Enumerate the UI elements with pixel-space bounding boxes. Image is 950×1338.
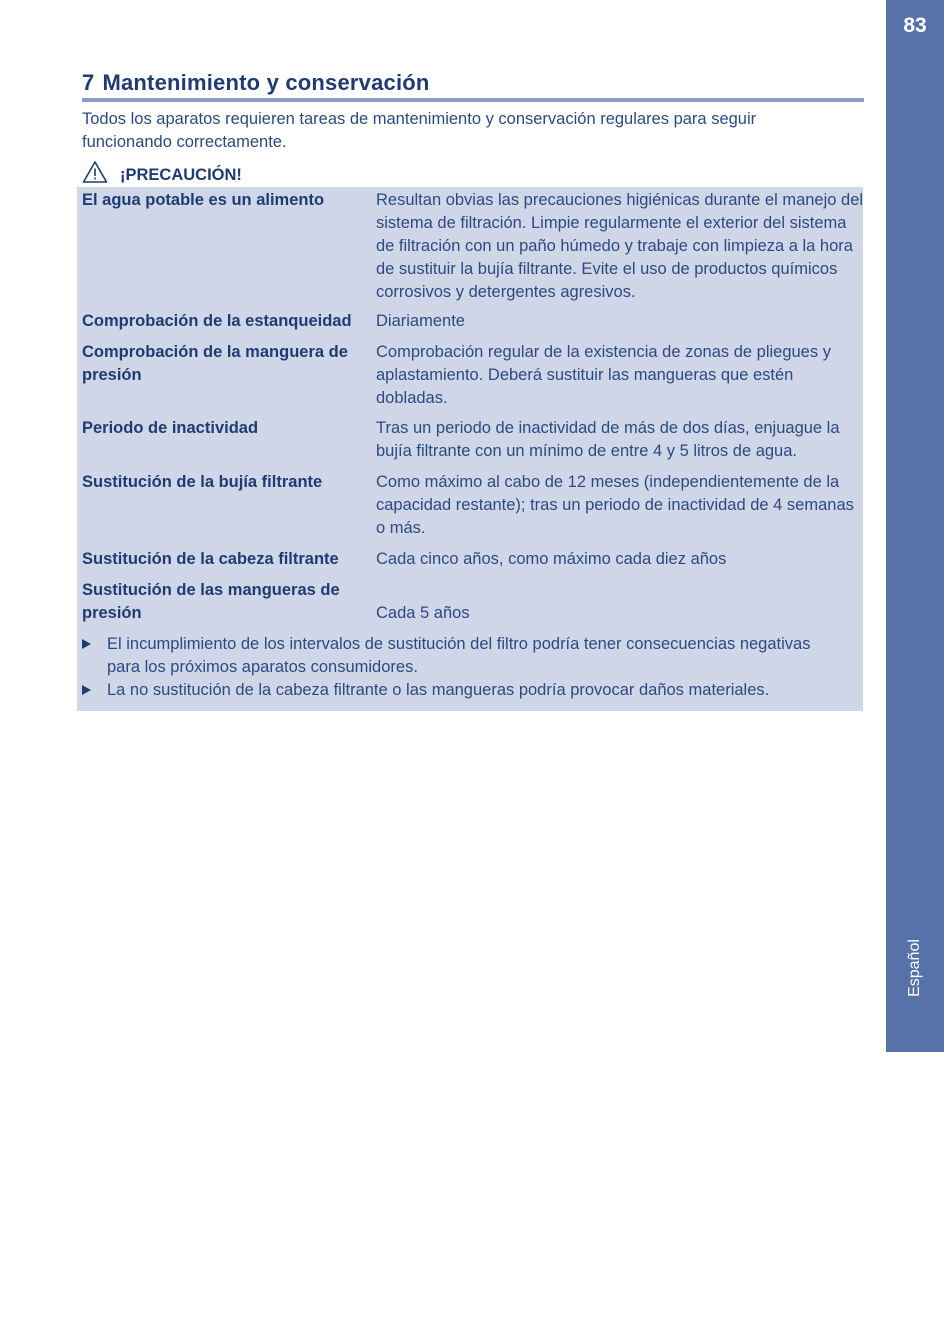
row-term: Comprobación de la manguera de presión <box>82 343 348 384</box>
row-description: Comprobación regular de la existencia de zonas de pliegues y aplastamiento. Deberá sustituir las mangueras que estén dobladas. <box>376 343 831 407</box>
row-description: Como máximo al cabo de 12 meses (independientemente de la capacidad restante); tras un periodo de inactividad de 4 semanas o más. <box>376 473 854 537</box>
section-title: Mantenimiento y conservación <box>102 70 430 95</box>
bullet-arrow-icon <box>82 639 91 649</box>
language-label: Español <box>906 939 923 997</box>
bullet-text: La no sustitución de la cabeza filtrante o las mangueras podría provocar daños materiales. <box>107 681 770 699</box>
heading-rule <box>82 98 864 102</box>
page-number: 83 <box>903 14 927 37</box>
bullet-text: El incumplimiento de los intervalos de sustitución del filtro podría tener consecuencias negativas para los próximos aparatos consumidores. <box>107 635 811 676</box>
row-term: Sustitución de la cabeza filtrante <box>82 550 339 568</box>
row-description: Diariamente <box>376 312 465 330</box>
caution-title: ¡PRECAUCIÓN! <box>120 166 242 184</box>
row-description: Tras un periodo de inactividad de más de dos días, enjuague la bujía filtrante con un mínimo de entre 4 y 5 litros de agua. <box>376 419 840 460</box>
bullet-arrow-icon <box>82 685 91 695</box>
row-term: Periodo de inactividad <box>82 419 259 437</box>
row-term: Comprobación de la estanqueidad <box>82 312 352 330</box>
row-description: Resultan obvias las precauciones higiénicas durante el manejo del sistema de filtración. Limpie regularmente el exterior del sistema de filtración con un paño húmedo y trabaje con limpieza a la hora de sustituir la bujía filtrante. Evite el uso de productos químicos corrosivos y detergentes agresivos. <box>376 191 864 301</box>
caution-box <box>77 187 863 711</box>
intro-paragraph: Todos los aparatos requieren tareas de mantenimiento y conservación regulares para seguir funcionando correctamente. <box>82 110 757 151</box>
row-description: Cada 5 años <box>376 604 470 622</box>
section-number: 7 <box>82 70 95 95</box>
row-term: Sustitución de las mangueras de presión <box>82 581 340 622</box>
section-heading <box>82 70 430 96</box>
warning-triangle-icon <box>82 160 108 184</box>
language-side-tab <box>886 0 944 1052</box>
row-term: Sustitución de la bujía filtrante <box>82 473 323 491</box>
row-description: Cada cinco años, como máximo cada diez años <box>376 550 727 568</box>
row-term: El agua potable es un alimento <box>82 191 325 209</box>
